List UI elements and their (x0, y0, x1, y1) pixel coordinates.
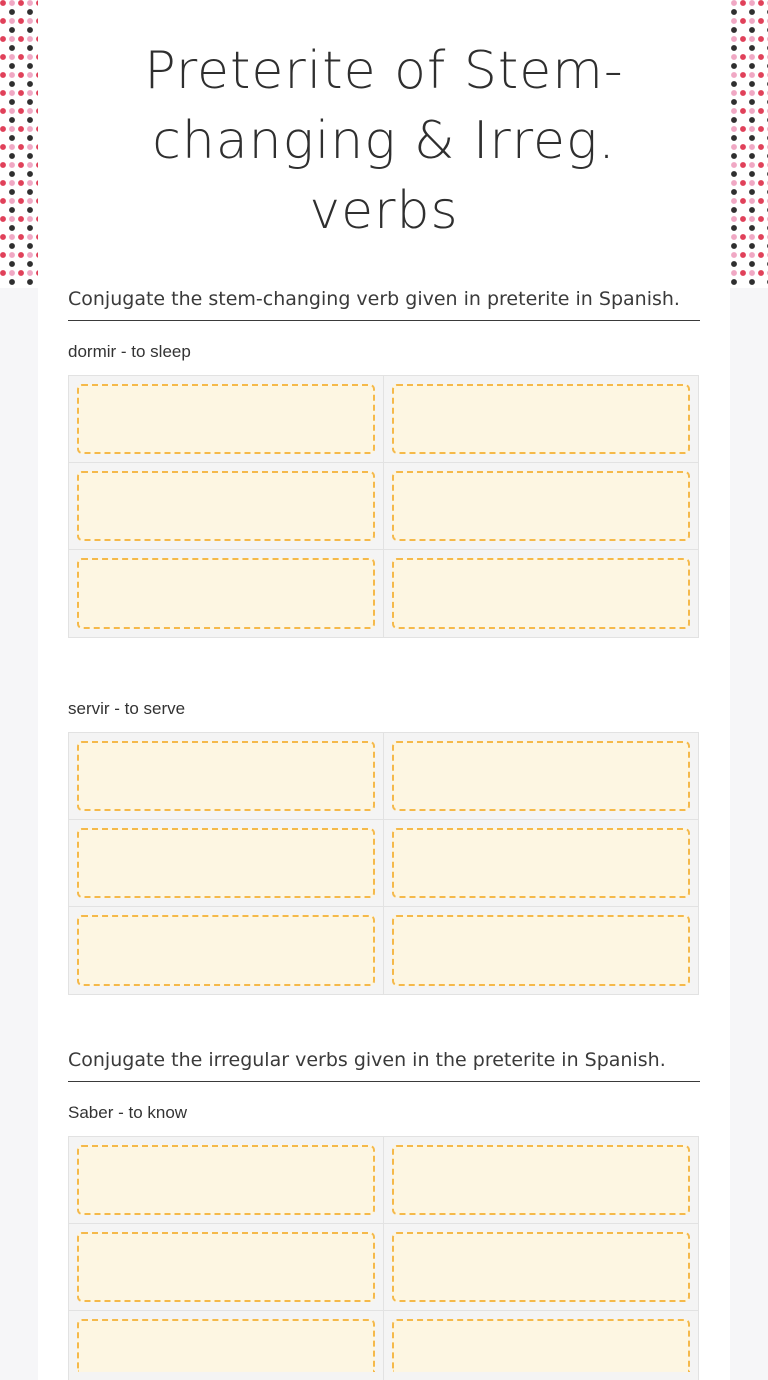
verb-label-saber: Saber - to know (68, 1103, 188, 1122)
verb-label-servir: servir - to serve (68, 699, 186, 718)
section-2-instruction: Conjugate the irregular verbs given in the preterite in Spanish. (68, 1049, 700, 1082)
answer-input[interactable] (392, 1145, 691, 1215)
answer-input[interactable] (392, 1232, 691, 1302)
answer-grid-saber (68, 1136, 699, 1380)
answer-input[interactable] (392, 1319, 691, 1372)
answer-input[interactable] (77, 471, 375, 541)
answer-input[interactable] (392, 384, 691, 454)
verb-label-dormir: dormir - to sleep (68, 342, 191, 361)
answer-input[interactable] (392, 741, 691, 811)
answer-input[interactable] (77, 558, 375, 629)
answer-input[interactable] (77, 1145, 375, 1215)
answer-input[interactable] (77, 1232, 375, 1302)
answer-input[interactable] (77, 828, 375, 898)
answer-input[interactable] (77, 1319, 375, 1372)
answer-input[interactable] (392, 828, 691, 898)
answer-input[interactable] (77, 915, 375, 986)
answer-input[interactable] (392, 558, 691, 629)
answer-grid-dormir (68, 375, 699, 638)
answer-grid-servir (68, 732, 699, 995)
answer-input[interactable] (77, 741, 375, 811)
worksheet-title: Preterite of Stem-changing & Irreg. verbs (144, 41, 624, 241)
answer-input[interactable] (77, 384, 375, 454)
section-1-instruction: Conjugate the stem-changing verb given in preterite in Spanish. (68, 288, 700, 321)
answer-input[interactable] (392, 471, 691, 541)
answer-input[interactable] (392, 915, 691, 986)
